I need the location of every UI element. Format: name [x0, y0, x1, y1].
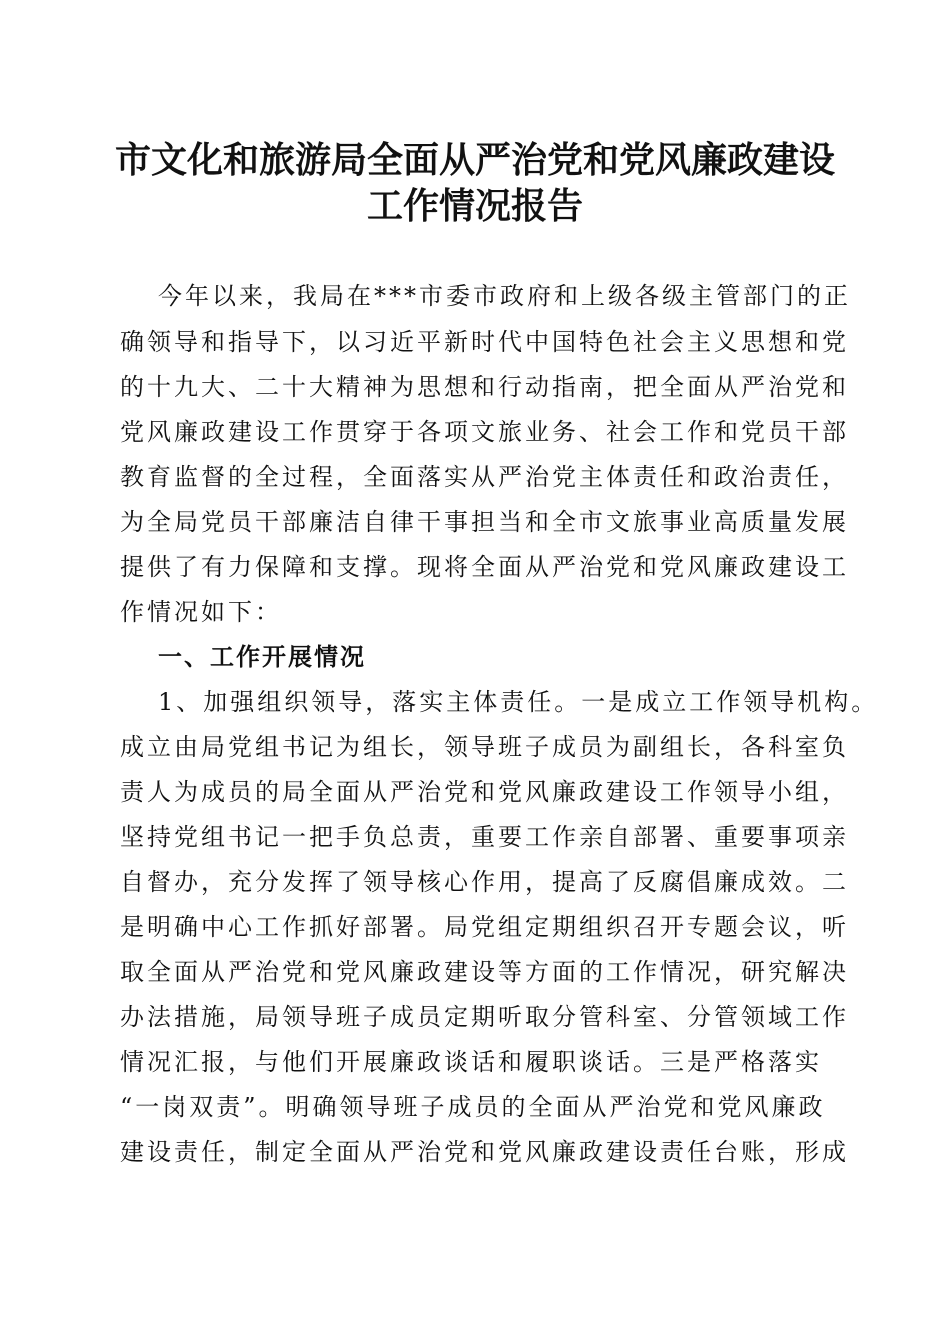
section-line: 建设责任，制定全面从严治党和党风廉政建设责任台账，形成 [120, 1138, 849, 1166]
document-title-line-1: 市文化和旅游局全面从严治党和党风廉政建设 [114, 139, 835, 181]
intro-line: 党风廉政建设工作贯穿于各项文旅业务、社会工作和党员干部 [120, 418, 849, 446]
intro-line: 提供了有力保障和支撑。现将全面从严治党和党风廉政建设工 [120, 553, 849, 581]
section-line: 1、加强组织领导，落实主体责任。一是成立工作领导机构。 [158, 688, 879, 716]
intro-line: 确领导和指导下，以习近平新时代中国特色社会主义思想和党 [120, 328, 849, 356]
intro-line: 作情况如下： [120, 598, 282, 626]
section-line: 取全面从严治党和党风廉政建设等方面的工作情况，研究解决 [120, 958, 849, 986]
intro-line: 教育监督的全过程，全面落实从严治党主体责任和政治责任， [120, 463, 849, 491]
section-line: 责人为成员的局全面从严治党和党风廉政建设工作领导小组， [120, 778, 849, 806]
document-title-line-2: 工作情况报告 [366, 185, 583, 227]
intro-line: 为全局党员干部廉洁自律干事担当和全市文旅事业高质量发展 [120, 508, 849, 536]
section-line: 自督办，充分发挥了领导核心作用，提高了反腐倡廉成效。二 [120, 868, 849, 896]
section-heading: 一、工作开展情况 [158, 643, 366, 671]
section-line: 坚持党组书记一把手负总责，重要工作亲自部署、重要事项亲 [120, 823, 849, 851]
section-line: “一岗双责”。明确领导班子成员的全面从严治党和党风廉政 [120, 1093, 826, 1121]
section-line: 成立由局党组书记为组长，领导班子成员为副组长，各科室负 [120, 733, 849, 761]
section-line: 办法措施，局领导班子成员定期听取分管科室、分管领域工作 [120, 1003, 849, 1031]
section-line: 情况汇报，与他们开展廉政谈话和履职谈话。三是严格落实 [120, 1048, 822, 1076]
intro-line: 的十九大、二十大精神为思想和行动指南，把全面从严治党和 [120, 373, 849, 401]
intro-line: 今年以来，我局在***市委市政府和上级各级主管部门的正 [158, 282, 851, 310]
section-line: 是明确中心工作抓好部署。局党组定期组织召开专题会议，听 [120, 913, 849, 941]
